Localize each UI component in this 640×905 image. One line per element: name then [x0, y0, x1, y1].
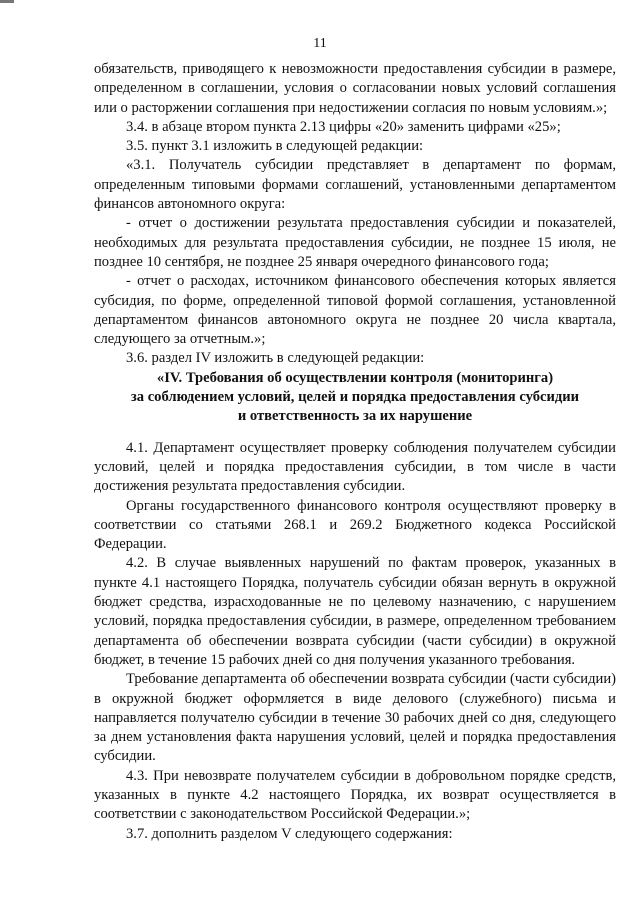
section-heading-line: «IV. Требования об осуществлении контроля (мониторинга) [156, 369, 554, 386]
page-number: 11 [313, 36, 327, 51]
section-heading-line: и ответственность за их нарушение [237, 408, 473, 425]
paragraph: Органы государственного финансового контроля осуществляют проверку в соответствии со статьями 268.1 и 269.2 Бюджетного кодекса Российской Федерации. [94, 497, 616, 553]
paragraph: 4.2. В случае выявленных нарушений по фактам проверок, указанных в пункте 4.1 настоящего Порядка, получатель субсидии обязан вернуть в окружной бюджет средства, израсходованные не по целевому назначению, с нарушением условий, порядка предоставления субсидии, в размере, определенном требованием департамента об обеспечении возврата субсидии (части субсидии) в окружной бюджет, в течение 15 рабочих дней со дня получения указанного требования. [94, 555, 616, 668]
paragraph: 3.7. дополнить разделом V следующего содержания: [126, 825, 453, 842]
paragraph: 4.1. Департамент осуществляет проверку соблюдения получателем субсидии условий, целей и порядка предоставления субсидии, в том числе в части достижения результата предоставления субсидии. [94, 439, 616, 495]
list-item: - отчет о расходах, источником финансового обеспечения которых является субсидия, по форме, определенной типовой формой соглашения, установленной департаментом финансов автономного округа не позднее 20 числа квартала, следующего за отчетным.»; [94, 273, 616, 348]
paragraph: обязательств, приводящего к невозможности предоставления субсидии в размере, определенном в соглашении, условия о согласовании новых условий соглашения или о расторжении соглашения при недостижении согласия по новым условиям.»; [94, 61, 616, 116]
document-body [94, 60, 616, 844]
paragraph: «3.1. Получатель субсидии представляет в департамент по формам, определенным типовыми формами соглашений, установленными департаментом финансов автономного округа: [94, 157, 616, 213]
paragraph: 3.5. пункт 3.1 изложить в следующей редакции: [126, 138, 424, 155]
paragraph: 4.3. При невозврате получателем субсидии в добровольном порядке средств, указанных в пункте 4.2 настоящего Порядка, их возврат осуществляется в соответствии с законодательством Российской Федерации.»; [94, 767, 616, 823]
paragraph: 3.6. раздел IV изложить в следующей редакции: [126, 350, 425, 367]
scan-mark [0, 0, 14, 4]
paragraph: 3.4. в абзаце втором пункта 2.13 цифры «20» заменить цифрами «25»; [126, 118, 561, 135]
paragraph: Требование департамента об обеспечении возврата субсидии (части субсидии) в окружной бюджет оформляется в виде делового (служебного) письма и направляется получателю субсидии в течение 30 рабочих дней со дня, следующего за днем установления факта нарушения условий, целей и порядка предоставления субсидии. [94, 671, 616, 765]
list-item: - отчет о достижении результата предоставления субсидии и показателей, необходимых для результата предоставления субсидии, не позднее 15 июля, не позднее 10 сентября, не позднее 25 января очередного финансового года; [94, 215, 616, 270]
spacer [94, 427, 616, 439]
section-heading-line: за соблюдением условий, целей и порядка предоставления субсидии [130, 389, 580, 406]
